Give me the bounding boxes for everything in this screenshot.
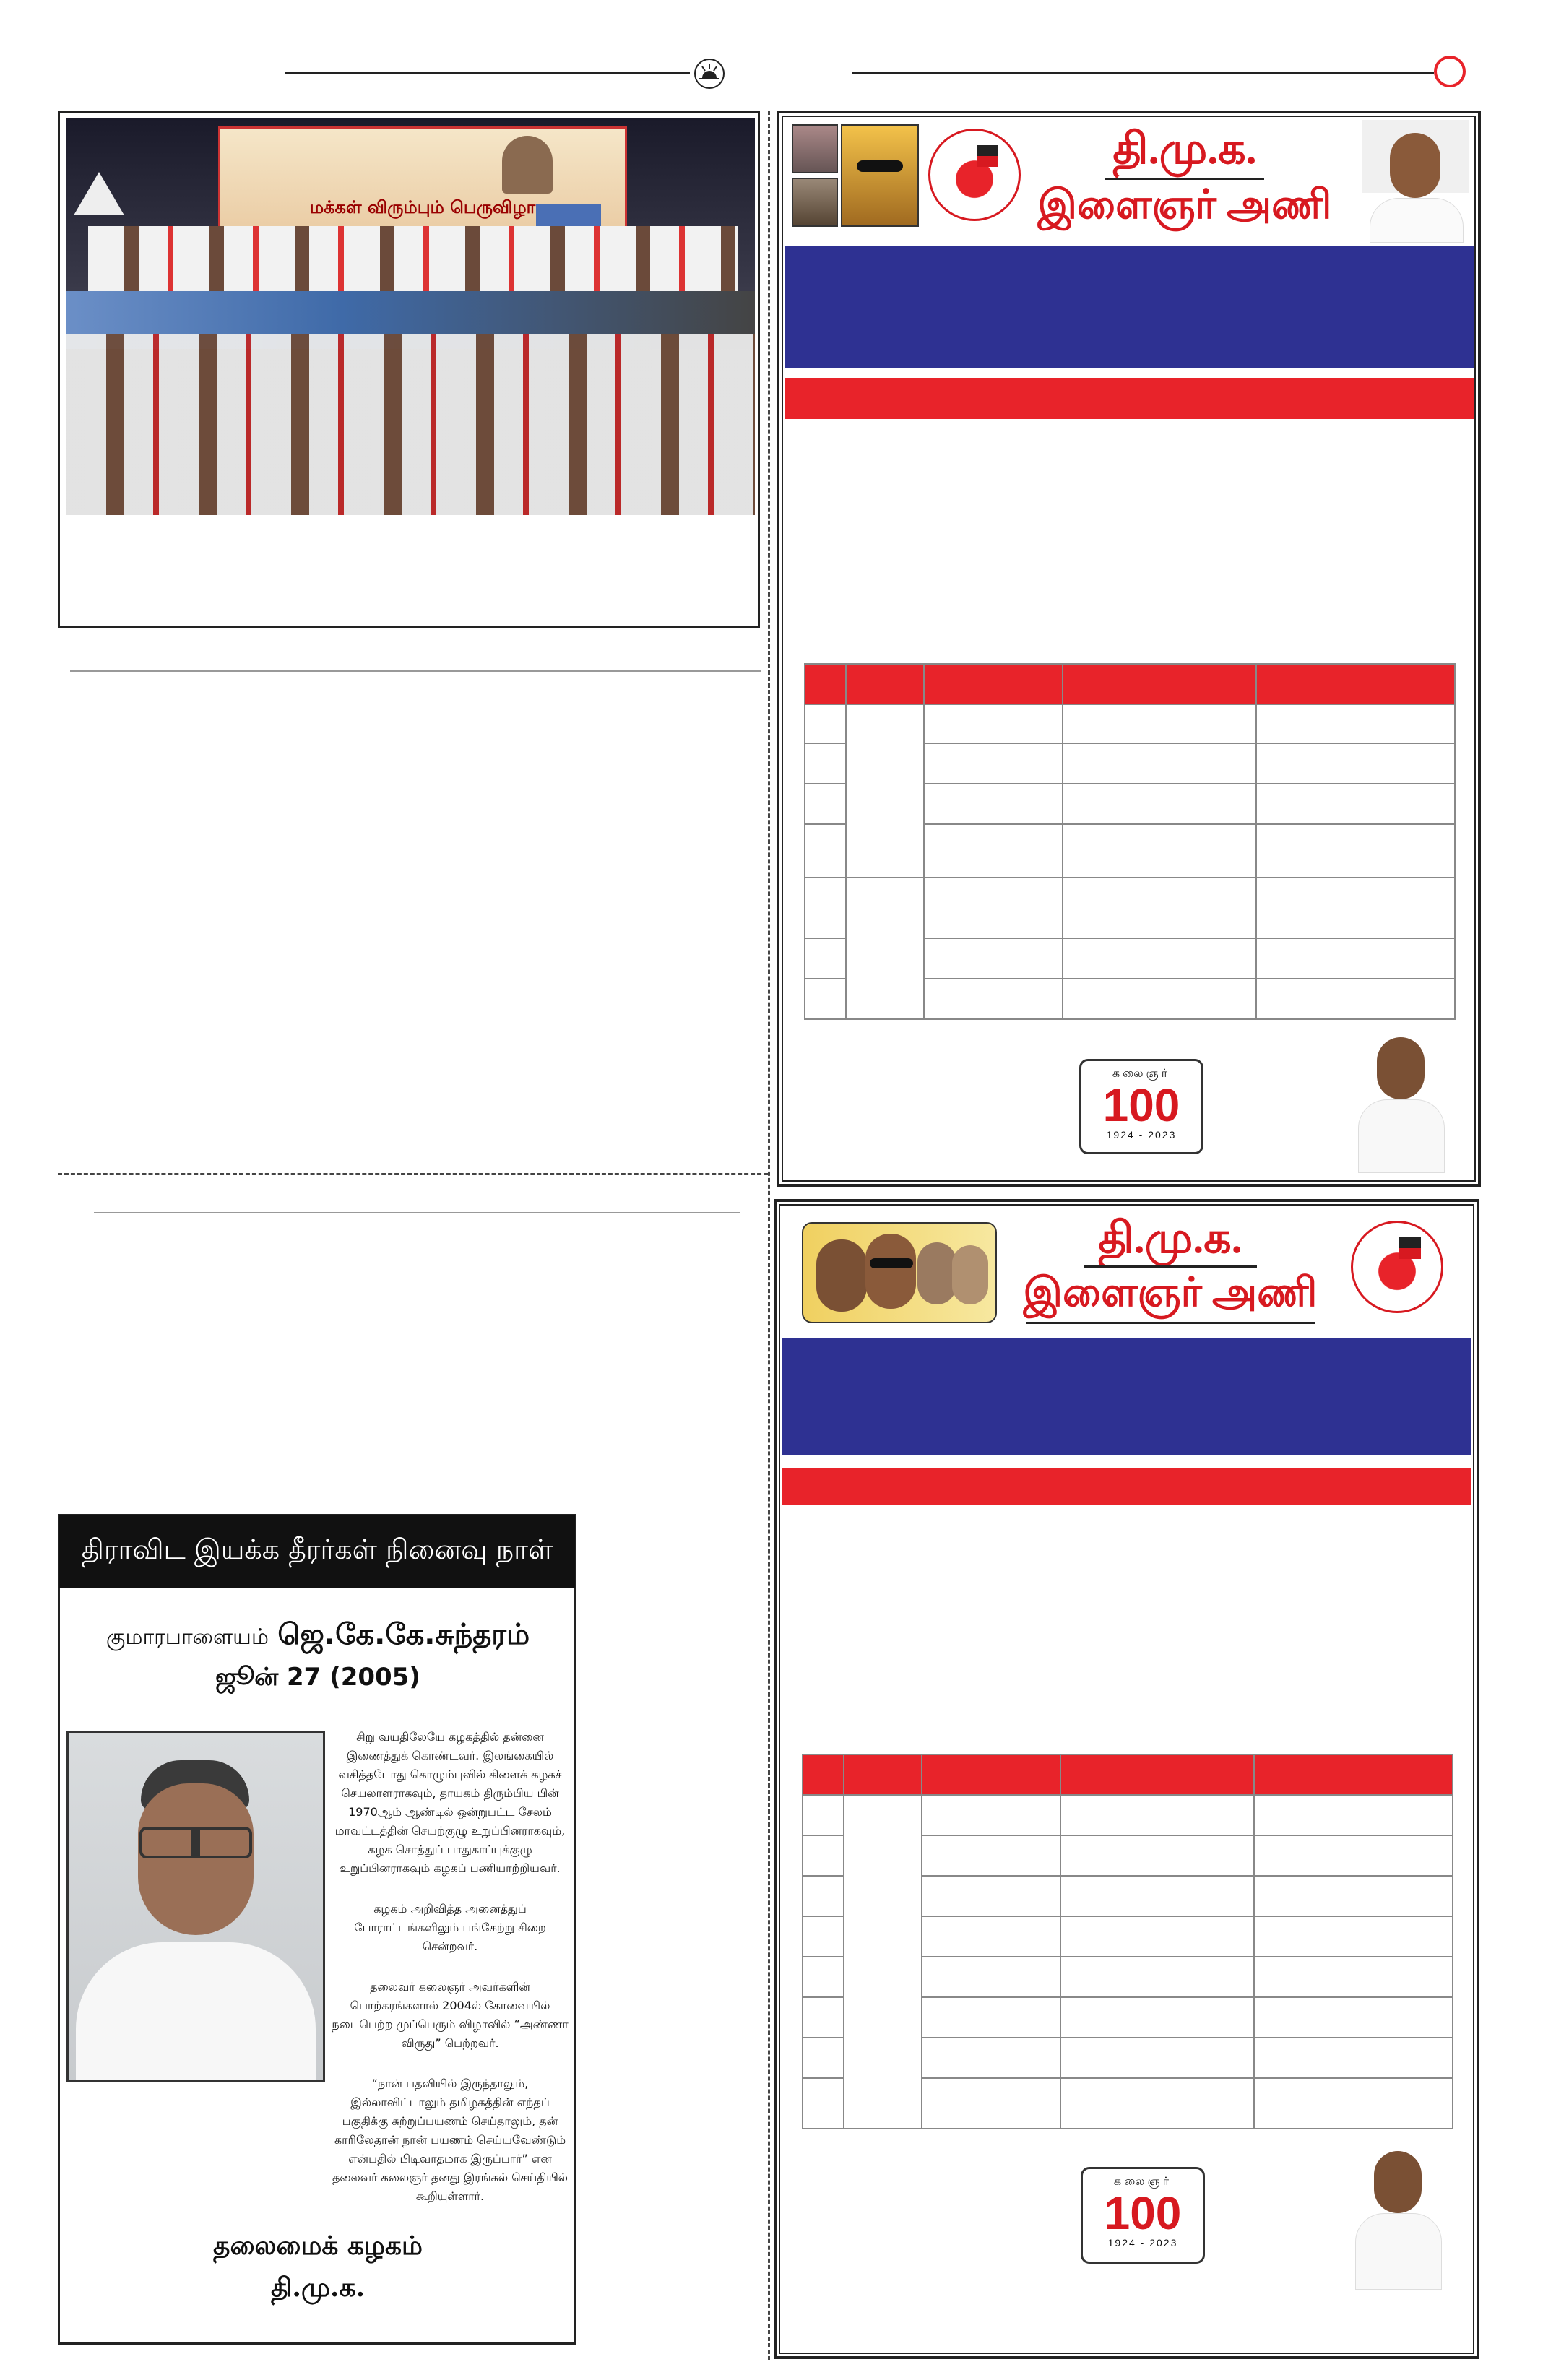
centenary-number: 100 (1102, 1079, 1180, 1131)
ad1-blue-band (785, 246, 1474, 368)
ad2-brand-line1: தி.மு.க. (1098, 1214, 1242, 1262)
dashed-separator-h (58, 1173, 768, 1175)
memorial-header-text: திராவிட இயக்க தீரர்கள் நினைவு நாள் (81, 1533, 553, 1565)
memorial-name: ஜெ.கே.கே.சுந்தரம் (277, 1618, 530, 1651)
flag-icon (1399, 1237, 1421, 1259)
face (816, 1239, 867, 1312)
ad1-brand-line2: இளைஞர் அணி (1037, 183, 1332, 228)
centenary-number: 100 (1104, 2187, 1182, 2239)
ad1-portrait-anna (792, 178, 838, 227)
section-rule-1 (70, 670, 761, 672)
dashed-separator-v (768, 111, 770, 2360)
memorial-footer-2: தி.மு.க. (270, 2272, 366, 2303)
ad2-red-band (782, 1468, 1471, 1505)
face (1377, 1037, 1425, 1099)
ad2-blue-band (782, 1338, 1471, 1455)
memorial-header (59, 1515, 575, 1588)
ad2-centenary-logo (1081, 2167, 1205, 2264)
ad1-portrait-kalaignar (841, 124, 919, 227)
ad1-red-band (785, 378, 1474, 419)
stage-photo (66, 118, 755, 291)
sunglasses-icon (857, 160, 903, 172)
shirt (1370, 198, 1464, 243)
centenary-label: கலைஞர் (1112, 1068, 1171, 1080)
ad2-white-stripe (782, 1455, 1471, 1468)
warning-sign-icon (74, 172, 124, 215)
ad2-schedule-table (802, 1754, 1453, 2129)
ad2-brand-underline-bottom (1026, 1322, 1315, 1324)
flag-icon (977, 145, 998, 167)
shirt (1355, 2213, 1442, 2290)
ad2-table-header (803, 1754, 1453, 1795)
memorial-paragraph: “நான் பதவியில் இருந்தாலும், இல்லாவிட்டாலும் தமிழகத்தின் எந்தப் பகுதிக்கு சுற்றுப்பயணம் செய்தாலும், தன் காரிலேதான் நான் பயணம் செய்யவேண்டும் என்பதில் பிடிவாதமாக இருப்பார்” என தலைவர் கலைஞர் தனது இரங்கல் செய்தியில் கூறியுள்ளார். (332, 2077, 569, 2203)
ad1-portrait-periyar (792, 124, 838, 173)
shirt (76, 1942, 316, 2080)
centenary-years: 1924 - 2023 (1106, 1129, 1177, 1141)
ad1-brand-underline (1105, 178, 1264, 180)
masthead-rule-right (852, 72, 1434, 74)
face (1374, 2151, 1422, 2213)
stage-people (88, 226, 738, 291)
crowd-rows (66, 334, 755, 515)
ad1-table-header (805, 664, 1455, 704)
ad1-dmk-logo-icon (928, 129, 1021, 221)
masthead-rule-left (285, 72, 690, 74)
shirt (1358, 1099, 1445, 1173)
section-rule-2 (94, 1212, 740, 1213)
centenary-label: கலைஞர் (1113, 2176, 1172, 2188)
banner-text: மக்கள் விரும்பும் பெருவிழா (309, 197, 536, 217)
table-row (805, 704, 1455, 743)
memorial-portrait (66, 1731, 325, 2082)
memorial-paragraph: சிறு வயதிலேயே கழகத்தில் தன்னை இணைத்துக் கொண்டவர். இலங்கையில் வசித்தபோது கொழும்புவில் கிளைக் கழகச் செயலாளராகவும், தாயகம் திரும்பிய பின் 1970ஆம் ஆண்டில் ஒன்றுபட்ட சேலம் மாவட்டத்தின் செயற்குழு உறுப்பினராகவும், கழக சொத்துப் பாதுகாப்புக்குழு உறுப்பினராகவும் கழகப் பணியாற்றியவர். (334, 1730, 566, 1875)
memorial-footer-1: தலைமைக் கழகம் (213, 2230, 423, 2261)
leader-portrait-icon (502, 136, 553, 194)
ad1-white-stripe (785, 368, 1474, 378)
table-row (805, 878, 1455, 938)
memorial-place: குமாரபாளையம் (105, 1624, 269, 1650)
table-row (803, 1795, 1453, 1835)
ad2-dmk-logo-icon (1351, 1221, 1443, 1313)
centenary-years: 1924 - 2023 (1107, 2237, 1178, 2249)
ad2-youth-leader-portrait (1351, 2145, 1445, 2290)
ad1-brand-line1: தி.மு.க. (1112, 125, 1257, 173)
page-number-circle (1434, 56, 1466, 87)
memorial-name-line (65, 1618, 571, 1655)
rising-sun-emblem-icon (693, 58, 725, 90)
ad2-leaders-strip (802, 1222, 997, 1323)
memorial-paragraph: தலைவர் கலைஞர் அவர்களின் பொற்கரங்களால் 2004ல் கோவையில் நடைபெற்ற முப்பெரும் விழாவில் “அண்ணா விருது” பெற்றவர். (332, 1980, 569, 2050)
face (952, 1245, 988, 1304)
sunglasses-icon (870, 1258, 913, 1268)
crowd-photo (66, 291, 755, 515)
ad1-centenary-logo (1079, 1059, 1203, 1154)
ad2-brand-line2: இளைஞர் அணி (1023, 1271, 1318, 1315)
face (865, 1234, 916, 1309)
ad1-schedule-table (804, 663, 1456, 1020)
memorial-date: ஜூன் 27 (2005) (215, 1663, 420, 1692)
ad1-leader-portrait (1362, 120, 1469, 241)
ad2-brand-underline (1084, 1265, 1257, 1268)
face (138, 1783, 254, 1935)
face (1390, 133, 1440, 198)
glasses-icon (139, 1827, 252, 1858)
memorial-paragraph: கழகம் அறிவித்த அனைத்துப் போராட்டங்களிலும் பங்கேற்று சிறை சென்றவர். (354, 1902, 546, 1953)
memorial-body (331, 1728, 569, 2228)
face (917, 1242, 956, 1304)
ad1-youth-leader-portrait (1355, 1033, 1446, 1173)
